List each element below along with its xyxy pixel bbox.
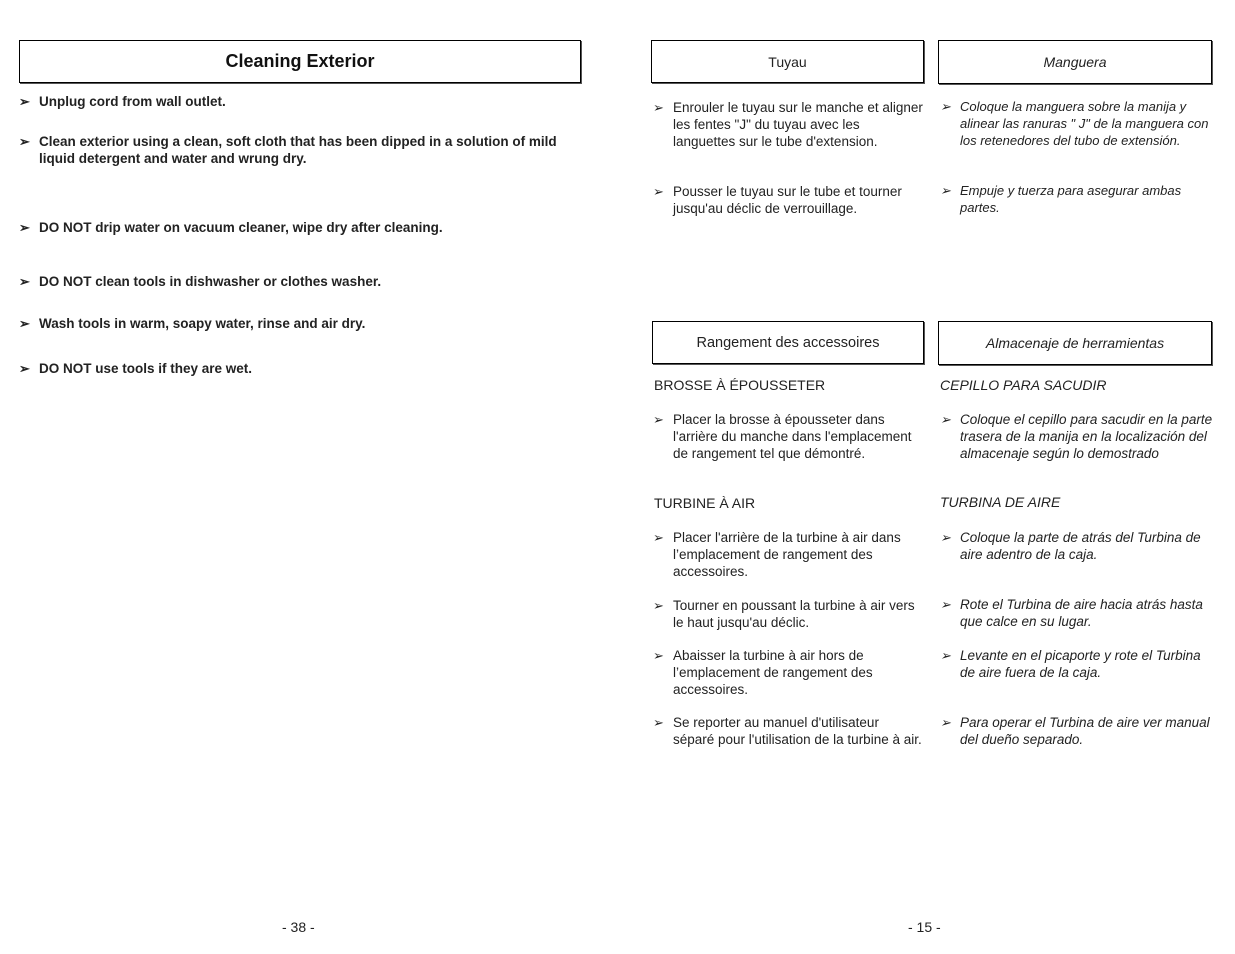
page-number: - 38 - (282, 919, 315, 935)
list-item (653, 597, 923, 631)
item-text: Unplug cord from wall outlet. (39, 94, 226, 109)
bullet-arrow-icon: ➢ (19, 94, 30, 109)
subheading: BROSSE À ÉPOUSSETER (654, 377, 826, 393)
bullet-arrow-icon: ➢ (940, 412, 951, 427)
section-title: Almacenaje de herramientas (985, 335, 1165, 351)
item-text: Coloque la manguera sobre la manija y alinear las ranuras " J" de la manguera con los retenedores del tubo de extensión. (960, 99, 1209, 148)
item-text: Coloque el cepillo para sacudir en la parte trasera de la manija en la localización del almacenaje según lo demostrado (960, 412, 1213, 461)
bullet-arrow-icon: ➢ (940, 597, 951, 612)
list-item (653, 529, 923, 580)
bullet-arrow-icon: ➢ (940, 648, 951, 663)
subheading: CEPILLO PARA SACUDIR (940, 377, 1107, 393)
item-text: Tourner en poussant la turbine à air vers le haut jusqu'au déclic. (673, 598, 915, 630)
list-item (940, 596, 1215, 630)
bullet-arrow-icon: ➢ (19, 274, 30, 289)
bullet-arrow-icon: ➢ (653, 530, 664, 545)
list-item (19, 133, 584, 167)
list-item (653, 411, 925, 462)
subheading: TURBINA DE AIRE (940, 494, 1061, 510)
page-title: Cleaning Exterior (225, 51, 375, 71)
list-item (940, 529, 1215, 563)
item-text: Abaisser la turbine à air hors de l’emplacement de rangement des accessoires. (673, 648, 873, 697)
item-text: Para operar el Turbina de aire ver manual del dueño separado. (960, 715, 1210, 747)
bullet-arrow-icon: ➢ (653, 184, 664, 199)
bullet-arrow-icon: ➢ (19, 361, 30, 376)
bullet-arrow-icon: ➢ (653, 648, 664, 663)
item-text: Clean exterior using a clean, soft cloth that has been dipped in a solution of mild liquid detergent and water and wrung dry. (39, 134, 557, 166)
subheading: TURBINE À AIR (654, 495, 756, 511)
item-text: DO NOT clean tools in dishwasher or clothes washer. (39, 274, 382, 289)
item-text: Pousser le tuyau sur le tube et tourner jusqu'au déclic de verrouillage. (673, 184, 902, 216)
bullet-arrow-icon: ➢ (940, 99, 951, 114)
list-item (653, 99, 923, 150)
list-item (19, 315, 584, 332)
list-item (653, 183, 923, 217)
bullet-arrow-icon: ➢ (19, 220, 30, 235)
list-item (940, 411, 1215, 462)
item-text: Placer l'arrière de la turbine à air dans l’emplacement de rangement des accessoires. (673, 530, 901, 579)
almacenaje-title-box (938, 321, 1212, 365)
bullet-arrow-icon: ➢ (940, 183, 951, 198)
section-title: Manguera (1043, 54, 1107, 70)
page-number: - 15 - (908, 919, 941, 935)
list-item (19, 93, 584, 110)
list-item (940, 182, 1215, 216)
list-item (653, 647, 923, 698)
item-text: Se reporter au manuel d'utilisateur séparé pour l'utilisation de la turbine à air. (673, 715, 922, 747)
bullet-arrow-icon: ➢ (653, 412, 664, 427)
section-title: Rangement des accessoires (696, 334, 880, 351)
bullet-arrow-icon: ➢ (940, 530, 951, 545)
bullet-arrow-icon: ➢ (653, 598, 664, 613)
item-text: Enrouler le tuyau sur le manche et aligner les fentes "J" du tuyau avec les languettes sur le tube d'extension. (673, 100, 923, 149)
item-text: Placer la brosse à épousseter dans l'arrière du manche dans l'emplacement de rangement tel que démontré. (673, 412, 912, 461)
item-text: Rote el Turbina de aire hacia atrás hasta que calce en su lugar. (960, 597, 1203, 629)
list-item (19, 273, 584, 290)
bullet-arrow-icon: ➢ (19, 316, 30, 331)
list-item (940, 714, 1215, 748)
item-text: Levante en el picaporte y rote el Turbina de aire fuera de la caja. (960, 648, 1201, 680)
bullet-arrow-icon: ➢ (19, 134, 30, 149)
list-item (940, 647, 1215, 681)
cleaning-exterior-title-box (19, 40, 581, 83)
list-item (19, 360, 584, 377)
section-title: Tuyau (768, 53, 807, 70)
bullet-arrow-icon: ➢ (653, 715, 664, 730)
item-text: Empuje y tuerza para asegurar ambas partes. (960, 183, 1182, 215)
bullet-arrow-icon: ➢ (653, 100, 664, 115)
tuyau-title-box (651, 40, 924, 83)
item-text: DO NOT drip water on vacuum cleaner, wipe dry after cleaning. (39, 220, 443, 235)
list-item (19, 219, 584, 236)
item-text: Wash tools in warm, soapy water, rinse and air dry. (39, 316, 366, 331)
manguera-title-box (938, 40, 1212, 84)
list-item (940, 98, 1215, 149)
rangement-title-box (652, 321, 924, 364)
list-item (653, 714, 923, 748)
bullet-arrow-icon: ➢ (940, 715, 951, 730)
item-text: DO NOT use tools if they are wet. (39, 361, 253, 376)
item-text: Coloque la parte de atrás del Turbina de aire adentro de la caja. (960, 530, 1201, 562)
